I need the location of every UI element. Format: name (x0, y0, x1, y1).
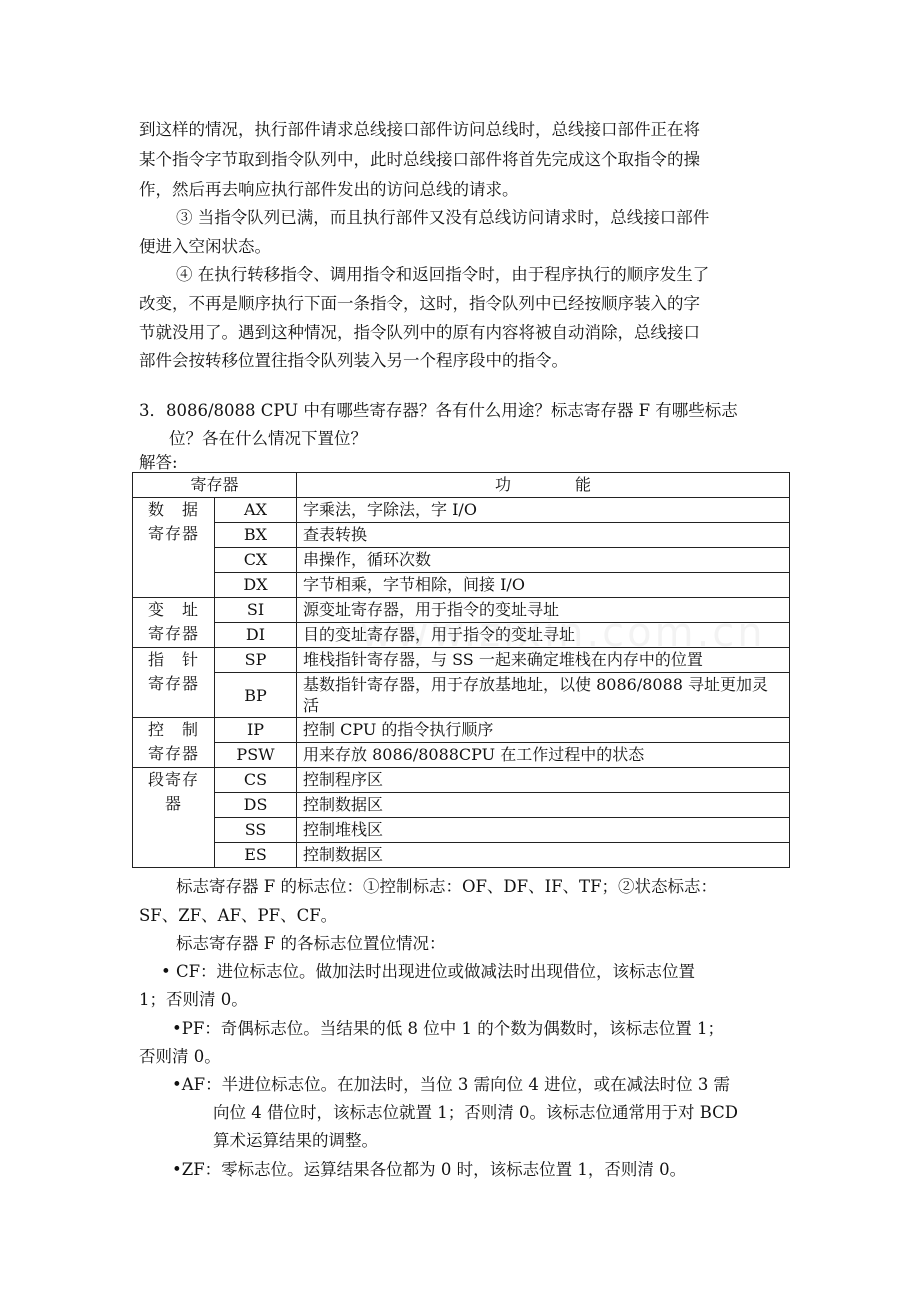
register-function: 源变址寄存器，用于指令的变址寻址 (297, 598, 790, 623)
bullet-cf-cont: 1；否则清 0。 (139, 990, 248, 1009)
register-name: CS (215, 768, 297, 793)
header-function: 功 能 (297, 473, 790, 498)
table-row (133, 498, 790, 523)
table-row (133, 743, 790, 768)
bullet-pf-cont: 否则清 0。 (139, 1047, 221, 1066)
group-name-line: 数 据 (147, 500, 199, 519)
group-name-line: 寄存器 (147, 624, 199, 643)
table-row (133, 573, 790, 598)
flags-summary: 标志寄存器 F 的标志位：①控制标志：OF、DF、IF、TF；②状态标志： (176, 877, 718, 896)
group-name-line: 寄存器 (147, 524, 199, 543)
group-data-registers (133, 498, 215, 598)
register-function: 控制数据区 (297, 843, 790, 868)
register-name: SP (215, 648, 297, 673)
group-name-line: 器 (164, 794, 182, 813)
list-item-4-cont: 改变，不再是顺序执行下面一条指令，这时，指令队列中已经按顺序装入的字 (139, 294, 700, 313)
group-name-line: 变 址 (147, 600, 199, 619)
register-name: AX (215, 498, 297, 523)
table-row (133, 818, 790, 843)
bullet-zf: •ZF：零标志位。运算结果各位都为 0 时，该标志位置 1，否则清 0。 (172, 1160, 687, 1179)
register-table (132, 472, 790, 868)
group-name-line: 控 制 (147, 720, 199, 739)
register-function: 基数指针寄存器，用于存放基地址，以使 8086/8088 寻址更加灵活 (297, 673, 790, 718)
group-name-line: 寄存器 (147, 744, 199, 763)
register-function: 控制程序区 (297, 768, 790, 793)
register-function: 控制堆栈区 (297, 818, 790, 843)
register-name: BX (215, 523, 297, 548)
group-name-line: 段寄存 (147, 770, 199, 789)
register-name: DX (215, 573, 297, 598)
list-item-4-cont: 节就没用了。遇到这种情况，指令队列中的原有内容将被自动消除，总线接口 (139, 323, 700, 342)
list-item-3: ③ 当指令队列已满，而且执行部件又没有总线访问请求时，总线接口部件 (176, 208, 710, 227)
register-name: SI (215, 598, 297, 623)
group-pointer-registers (133, 648, 215, 718)
header-register: 寄存器 (133, 473, 297, 498)
watermark (360, 610, 766, 656)
list-item-4-cont: 部件会按转移位置往指令队列装入另一个程序段中的指令。 (139, 351, 568, 370)
register-name: BP (215, 673, 297, 718)
table-row (133, 718, 790, 743)
answer-label: 解答: (139, 453, 178, 472)
register-function: 用来存放 8086/8088CPU 在工作过程中的状态 (297, 743, 790, 768)
list-item-3-cont: 便进入空闲状态。 (139, 237, 271, 256)
group-name-line: 寄存器 (147, 674, 199, 693)
list-item-4: ④ 在执行转移指令、调用指令和返回指令时，由于程序执行的顺序发生了 (176, 265, 710, 284)
group-segment-registers (133, 768, 215, 868)
question-line: 3．8086/8088 CPU 中有哪些寄存器？各有什么用途？标志寄存器 F 有哪些标志 (139, 401, 738, 420)
table-row (133, 548, 790, 573)
paragraph-line: 到这样的情况，执行部件请求总线接口部件访问总线时，总线接口部件正在将 (139, 120, 700, 139)
register-name: DS (215, 793, 297, 818)
paragraph-line: 作，然后再去响应执行部件发出的访问总线的请求。 (139, 180, 519, 199)
group-name-line: 指 针 (147, 650, 199, 669)
register-function: 控制 CPU 的指令执行顺序 (297, 718, 790, 743)
group-control-registers (133, 718, 215, 768)
register-function: 串操作，循环次数 (297, 548, 790, 573)
bullet-cf: • CF：进位标志位。做加法时出现进位或做减法时出现借位，该标志位置 (161, 962, 696, 981)
register-function: 查表转换 (297, 523, 790, 548)
register-name: IP (215, 718, 297, 743)
register-name: ES (215, 843, 297, 868)
table-row (133, 768, 790, 793)
register-function: 目的变址寄存器，用于指令的变址寻址 (297, 623, 790, 648)
register-function: 堆栈指针寄存器，与 SS 一起来确定堆栈在内存中的位置 (297, 648, 790, 673)
table-row (133, 673, 790, 718)
bullet-af-cont: 向位 4 借位时，该标志位就置 1；否则清 0。该标志位通常用于对 BCD (213, 1103, 739, 1122)
group-index-registers (133, 598, 215, 648)
question-line: 位？各在什么情况下置位？ (169, 429, 367, 448)
register-function: 控制数据区 (297, 793, 790, 818)
register-function: 字乘法，字除法，字 I/O (297, 498, 790, 523)
bullet-pf: •PF：奇偶标志位。当结果的低 8 位中 1 的个数为偶数时，该标志位置 1； (172, 1019, 725, 1038)
register-name: CX (215, 548, 297, 573)
table-row (133, 793, 790, 818)
register-name: PSW (215, 743, 297, 768)
table-row (133, 843, 790, 868)
table-header-row (133, 473, 790, 498)
table-row (133, 523, 790, 548)
bullet-af-cont: 算术运算结果的调整。 (213, 1131, 378, 1150)
register-function: 字节相乘，字节相除，间接 I/O (297, 573, 790, 598)
flags-summary-cont: SF、ZF、AF、PF、CF。 (139, 906, 338, 925)
register-name: DI (215, 623, 297, 648)
register-name: SS (215, 818, 297, 843)
paragraph-line: 某个指令字节取到指令队列中，此时总线接口部件将首先完成这个取指令的操 (139, 150, 700, 169)
flags-intro: 标志寄存器 F 的各标志位置位情况： (176, 934, 446, 953)
bullet-af: •AF：半进位标志位。在加法时，当位 3 需向位 4 进位，或在减法时位 3 需 (172, 1075, 731, 1094)
